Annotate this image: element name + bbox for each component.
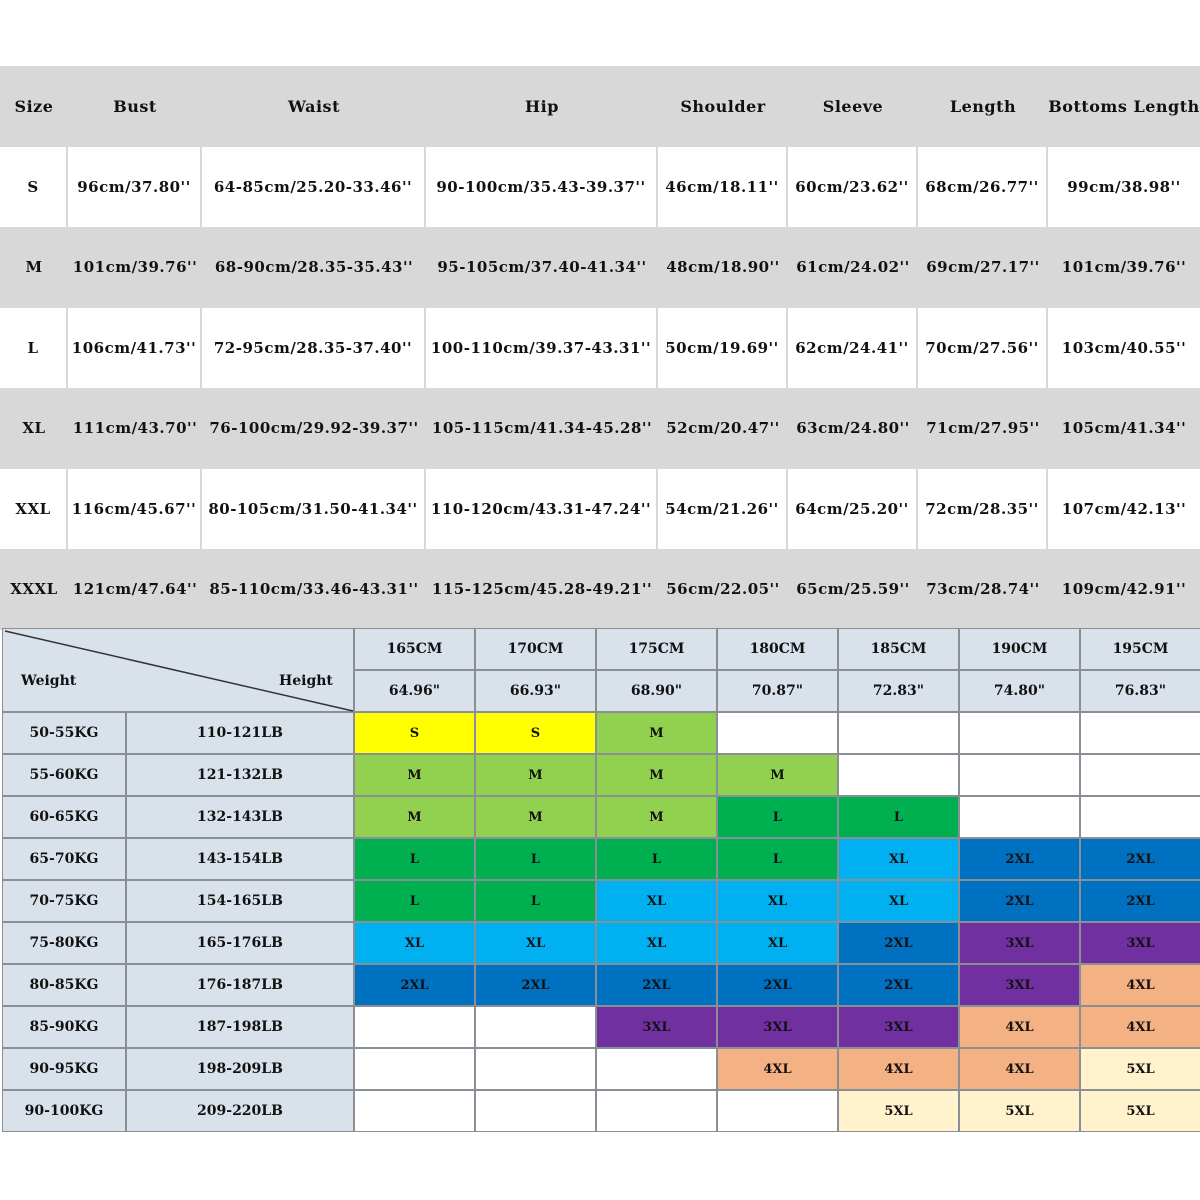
height-in-header: 70.87" [717, 670, 838, 712]
weight-kg-label: 90-95KG [2, 1048, 126, 1090]
size-cell: M [25, 258, 43, 277]
size-cell: 61cm/24.02'' [796, 258, 910, 277]
size-recommendation-cell: XL [354, 922, 475, 964]
empty-cell [1080, 712, 1200, 754]
size-cell: 103cm/40.55'' [1061, 338, 1187, 357]
size-recommendation-cell: 5XL [1080, 1090, 1200, 1132]
height-in-header: 72.83" [838, 670, 959, 712]
size-recommendation-cell: M [596, 754, 717, 796]
size-row [0, 308, 1200, 389]
size-recommendation-cell: XL [475, 922, 596, 964]
size-recommendation-cell: 2XL [959, 880, 1080, 922]
size-recommendation-cell: 4XL [959, 1006, 1080, 1048]
size-cell: 110-120cm/43.31-47.24'' [426, 469, 658, 550]
size-recommendation-cell: 2XL [475, 964, 596, 1006]
size-row [0, 469, 1200, 550]
size-cell: XXL [0, 469, 68, 550]
empty-cell [475, 1006, 596, 1048]
size-recommendation-cell: M [596, 796, 717, 838]
size-cell: L [0, 308, 68, 389]
size-cell: 64cm/25.20'' [788, 469, 918, 550]
size-cell: 50cm/19.69'' [658, 308, 788, 389]
size-recommendation-cell: L [475, 838, 596, 880]
height-axis-label: Height [279, 673, 333, 689]
weight-kg-label: 85-90KG [2, 1006, 126, 1048]
empty-cell [475, 1048, 596, 1090]
size-recommendation-cell: M [354, 754, 475, 796]
size-cell: 69cm/27.17'' [926, 258, 1040, 277]
empty-cell [838, 712, 959, 754]
size-recommendation-cell: M [354, 796, 475, 838]
size-cell: 56cm/22.05'' [666, 580, 780, 599]
size-cell: 106cm/41.73'' [68, 308, 202, 389]
size-measurement-table [0, 66, 1200, 630]
size-recommendation-cell: L [354, 880, 475, 922]
column-header: Sleeve [822, 96, 884, 116]
empty-cell [717, 712, 838, 754]
size-cell: XL [22, 419, 46, 438]
size-recommendation-cell: 5XL [959, 1090, 1080, 1132]
empty-cell [959, 754, 1080, 796]
size-row [0, 147, 1200, 228]
size-cell: 72-95cm/28.35-37.40'' [202, 308, 426, 389]
empty-cell [1080, 796, 1200, 838]
height-in-header: 68.90" [596, 670, 717, 712]
size-cell: 111cm/43.70'' [72, 419, 198, 438]
size-cell: 54cm/21.26'' [658, 469, 788, 550]
size-cell: 115-125cm/45.28-49.21'' [431, 580, 653, 599]
size-cell: 68cm/26.77'' [918, 147, 1048, 228]
size-row [0, 549, 1200, 630]
weight-lb-label: 198-209LB [126, 1048, 354, 1090]
height-cm-header: 190CM [959, 628, 1080, 670]
height-cm-header: 165CM [354, 628, 475, 670]
size-recommendation-cell: S [475, 712, 596, 754]
size-recommendation-cell: XL [596, 922, 717, 964]
size-cell: 71cm/27.95'' [926, 419, 1040, 438]
weight-kg-label: 75-80KG [2, 922, 126, 964]
size-cell: 63cm/24.80'' [796, 419, 910, 438]
size-cell: 116cm/45.67'' [68, 469, 202, 550]
size-recommendation-cell: 4XL [1080, 1006, 1200, 1048]
size-cell: 70cm/27.56'' [918, 308, 1048, 389]
size-recommendation-cell: M [717, 754, 838, 796]
size-cell: 90-100cm/35.43-39.37'' [426, 147, 658, 228]
empty-cell [354, 1048, 475, 1090]
size-cell: 99cm/38.98'' [1067, 177, 1181, 196]
size-cell: 73cm/28.74'' [926, 580, 1040, 599]
size-cell: 121cm/47.64'' [72, 580, 198, 599]
weight-lb-label: 121-132LB [126, 754, 354, 796]
size-cell: 68-90cm/28.35-35.43'' [214, 258, 414, 277]
height-in-header: 76.83" [1080, 670, 1200, 712]
size-recommendation-cell: M [596, 712, 717, 754]
height-cm-header: 170CM [475, 628, 596, 670]
weight-kg-label: 90-100KG [2, 1090, 126, 1132]
size-recommendation-cell: XL [838, 838, 959, 880]
size-cell: 48cm/18.90'' [666, 258, 780, 277]
size-recommendation-cell: L [596, 838, 717, 880]
height-in-header: 66.93" [475, 670, 596, 712]
weight-lb-label: 110-121LB [126, 712, 354, 754]
size-recommendation-cell: M [475, 754, 596, 796]
size-recommendation-cell: L [717, 838, 838, 880]
size-recommendation-cell: XL [596, 880, 717, 922]
column-header: Shoulder [680, 96, 766, 116]
size-recommendation-cell: S [354, 712, 475, 754]
height-cm-header: 185CM [838, 628, 959, 670]
column-header: Length [949, 96, 1017, 116]
size-cell: 95-105cm/37.40-41.34'' [437, 258, 647, 277]
size-cell: 101cm/39.76'' [72, 258, 198, 277]
empty-cell [959, 712, 1080, 754]
weight-kg-label: 70-75KG [2, 880, 126, 922]
size-recommendation-cell: 3XL [717, 1006, 838, 1048]
size-cell: 105cm/41.34'' [1061, 419, 1187, 438]
size-cell: XXXL [10, 580, 58, 599]
size-recommendation-cell: 2XL [838, 964, 959, 1006]
grid-corner-header [2, 628, 354, 712]
size-cell: 46cm/18.11'' [658, 147, 788, 228]
size-recommendation-cell: XL [838, 880, 959, 922]
weight-kg-label: 55-60KG [2, 754, 126, 796]
size-recommendation-cell: L [475, 880, 596, 922]
corner-diagonal-line [3, 629, 355, 713]
size-recommendation-cell: L [717, 796, 838, 838]
empty-cell [475, 1090, 596, 1132]
size-recommendation-cell: 2XL [838, 922, 959, 964]
size-recommendation-cell: 4XL [838, 1048, 959, 1090]
size-recommendation-cell: 3XL [959, 964, 1080, 1006]
empty-cell [596, 1090, 717, 1132]
weight-kg-label: 50-55KG [2, 712, 126, 754]
size-recommendation-cell: 4XL [959, 1048, 1080, 1090]
weight-lb-label: 176-187LB [126, 964, 354, 1006]
empty-cell [596, 1048, 717, 1090]
size-row [0, 388, 1200, 469]
size-recommendation-cell: L [354, 838, 475, 880]
weight-kg-label: 60-65KG [2, 796, 126, 838]
size-recommendation-cell: 3XL [959, 922, 1080, 964]
weight-lb-label: 132-143LB [126, 796, 354, 838]
size-recommendation-cell: 2XL [1080, 838, 1200, 880]
empty-cell [959, 796, 1080, 838]
size-cell: S [0, 147, 68, 228]
size-recommendation-cell: 5XL [838, 1090, 959, 1132]
size-row [0, 227, 1200, 308]
size-recommendation-cell: M [475, 796, 596, 838]
size-cell: 100-110cm/39.37-43.31'' [426, 308, 658, 389]
weight-axis-label: Weight [21, 673, 77, 689]
height-in-header: 64.96" [354, 670, 475, 712]
size-cell: 80-105cm/31.50-41.34'' [202, 469, 426, 550]
size-cell: 107cm/42.13'' [1061, 499, 1187, 518]
column-header: Bottoms Length [1048, 96, 1200, 116]
weight-lb-label: 209-220LB [126, 1090, 354, 1132]
size-recommendation-cell: 2XL [354, 964, 475, 1006]
size-cell: 52cm/20.47'' [666, 419, 780, 438]
size-recommendation-cell: 5XL [1080, 1048, 1200, 1090]
size-cell: 85-110cm/33.46-43.31'' [209, 580, 419, 599]
column-header: Size [14, 96, 54, 116]
size-recommendation-cell: 2XL [717, 964, 838, 1006]
size-cell: 64-85cm/25.20-33.46'' [202, 147, 426, 228]
size-recommendation-cell: XL [717, 880, 838, 922]
size-cell: 105-115cm/41.34-45.28'' [431, 419, 653, 438]
size-cell: 76-100cm/29.92-39.37'' [209, 419, 419, 438]
size-cell: 62cm/24.41'' [788, 308, 918, 389]
height-cm-header: 195CM [1080, 628, 1200, 670]
column-header: Waist [288, 96, 340, 116]
empty-cell [717, 1090, 838, 1132]
size-recommendation-cell: XL [717, 922, 838, 964]
size-header-row [0, 66, 1200, 147]
weight-lb-label: 154-165LB [126, 880, 354, 922]
size-recommendation-cell: 3XL [596, 1006, 717, 1048]
size-recommendation-cell: L [838, 796, 959, 838]
size-cell: 109cm/42.91'' [1061, 580, 1187, 599]
height-cm-header: 180CM [717, 628, 838, 670]
size-recommendation-cell: 2XL [1080, 880, 1200, 922]
weight-lb-label: 143-154LB [126, 838, 354, 880]
size-recommendation-cell: 2XL [596, 964, 717, 1006]
size-recommendation-cell: 4XL [717, 1048, 838, 1090]
empty-cell [838, 754, 959, 796]
size-cell: 72cm/28.35'' [918, 469, 1048, 550]
weight-lb-label: 187-198LB [126, 1006, 354, 1048]
empty-cell [354, 1090, 475, 1132]
weight-lb-label: 165-176LB [126, 922, 354, 964]
height-in-header: 74.80" [959, 670, 1080, 712]
size-cell: 65cm/25.59'' [796, 580, 910, 599]
height-cm-header: 175CM [596, 628, 717, 670]
weight-height-size-grid [2, 628, 1200, 1134]
weight-kg-label: 80-85KG [2, 964, 126, 1006]
empty-cell [354, 1006, 475, 1048]
empty-cell [1080, 754, 1200, 796]
column-header: Hip [525, 96, 559, 116]
size-recommendation-cell: 3XL [838, 1006, 959, 1048]
size-cell: 60cm/23.62'' [788, 147, 918, 228]
size-cell: 101cm/39.76'' [1061, 258, 1187, 277]
column-header: Bust [113, 96, 157, 116]
size-cell: 96cm/37.80'' [68, 147, 202, 228]
weight-kg-label: 65-70KG [2, 838, 126, 880]
size-recommendation-cell: 3XL [1080, 922, 1200, 964]
size-recommendation-cell: 4XL [1080, 964, 1200, 1006]
size-recommendation-cell: 2XL [959, 838, 1080, 880]
